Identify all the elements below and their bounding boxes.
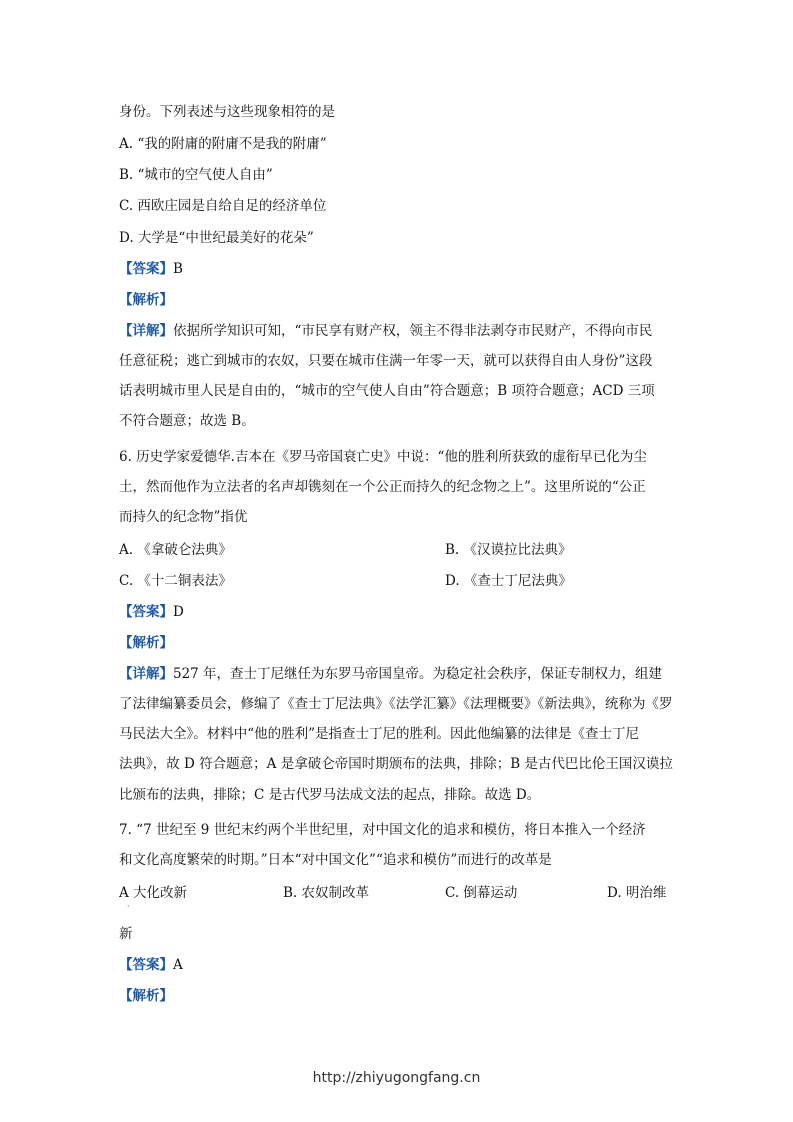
q6-analysis-label: 【解析】: [119, 635, 173, 651]
q6-detail-line-5: 比颁布的法典，排除；C 是古代罗马法成文法的起点，排除。故选 D。: [119, 787, 541, 803]
q6-option-c: C. 《十二铜表法》: [119, 573, 232, 589]
q6-option-b: B. 《汉谟拉比法典》: [445, 542, 572, 558]
q5-answer-row: [119, 259, 183, 279]
q5-detail-line-2: 任意征税；逃亡到城市的农奴，只要在城市住满一年零一天，就可以获得自由人身份”这段: [119, 353, 653, 369]
q5-option-d: D. 大学是“中世纪最美好的花朵”: [119, 230, 314, 246]
q5-detail-line-1: 【详解】依据所学知识可知，“市民享有财产权，领主不得非法剥夺市民财产，不得向市民: [119, 323, 653, 339]
q6-stem-line-1: 6. 历史学家爱德华.吉本在《罗马帝国衰亡史》中说：“他的胜利所获致的虚衔早已化为尘: [119, 449, 647, 465]
detail-label: 【详解】: [119, 323, 173, 339]
answer-label: 【答案】: [119, 261, 173, 277]
q6-stem-line-2: 土，然而他作为立法者的名声却镌刻在一个公正而持久的纪念物之上”。这里所说的“公正: [119, 479, 646, 495]
q7-option-d-wrap: 新: [119, 926, 133, 942]
q7-stem-line-1: 7. “7 世纪至 9 世纪末约两个半世纪里，对中国文化的追求和模仿，将日本推入一个经济: [119, 822, 646, 838]
q7-answer-row: 【答案】A: [119, 957, 183, 973]
q5-detail-line-4: 不符合题意；故选 B。: [119, 413, 255, 429]
q6-detail-line-2: 了法律编纂委员会，修编了《查士丁尼法典》《法学汇纂》《法理概要》《新法典》，统称为《罗: [119, 696, 673, 712]
q5-option-a: A. “我的附庸的附庸不是我的附庸”: [119, 136, 327, 152]
q7-answer: A: [173, 957, 183, 973]
q6-detail-line-4: 法典》，故 D 符合题意；A 是拿破仑帝国时期颁布的法典，排除；B 是古代巴比伦王国汉谟拉: [119, 756, 673, 772]
q6-stem-line-3: 而持久的纪念物”指优: [119, 509, 248, 525]
q7-analysis-label: 【解析】: [119, 988, 173, 1004]
q5-detail-line-3: 话表明城市里人民是自由的，“城市的空气使人自由”符合题意；B 项符合题意；ACD 三项: [119, 383, 655, 399]
q5-option-b: B. “城市的空气使人自由”: [119, 167, 273, 183]
q5-answer: B: [173, 261, 183, 277]
q6-detail-line-1: 【详解】527 年，查士丁尼继任为东罗马帝国皇帝。为稳定社会秩序，保证专制权力，组建: [119, 666, 663, 682]
q7-stem-line-2: 和文化高度繁荣的时期。”日本“对中国文化”“追求和模仿”而进行的改革是: [119, 852, 552, 868]
q6-option-a: A. 《拿破仑法典》: [119, 542, 232, 558]
q7-option-c: C. 倒幕运动: [445, 885, 518, 901]
q6-answer-row: 【答案】D: [119, 604, 184, 620]
q6-option-d: D. 《查士丁尼法典》: [445, 573, 572, 589]
q6-detail-line-3: 马民法大全》。材料中“他的胜利”是指查士丁尼的胜利。因此他编纂的法律是《查士丁尼: [119, 726, 640, 742]
q5-stem-tail: 身份。下列表述与这些现象相符的是: [119, 104, 335, 120]
q7-option-d: D. 明治维: [607, 885, 667, 901]
q5-option-c: C. 西欧庄园是自给自足的经济单位: [119, 198, 327, 214]
q5-analysis-label: 【解析】: [119, 292, 173, 308]
q6-answer: D: [173, 604, 184, 620]
stray-mark: ·: [127, 902, 130, 911]
footer-url[interactable]: http://zhiyugongfang.cn: [312, 1070, 481, 1086]
q7-option-b: B. 农奴制改革: [283, 885, 370, 901]
q7-option-a: A 大化改新: [119, 885, 188, 901]
